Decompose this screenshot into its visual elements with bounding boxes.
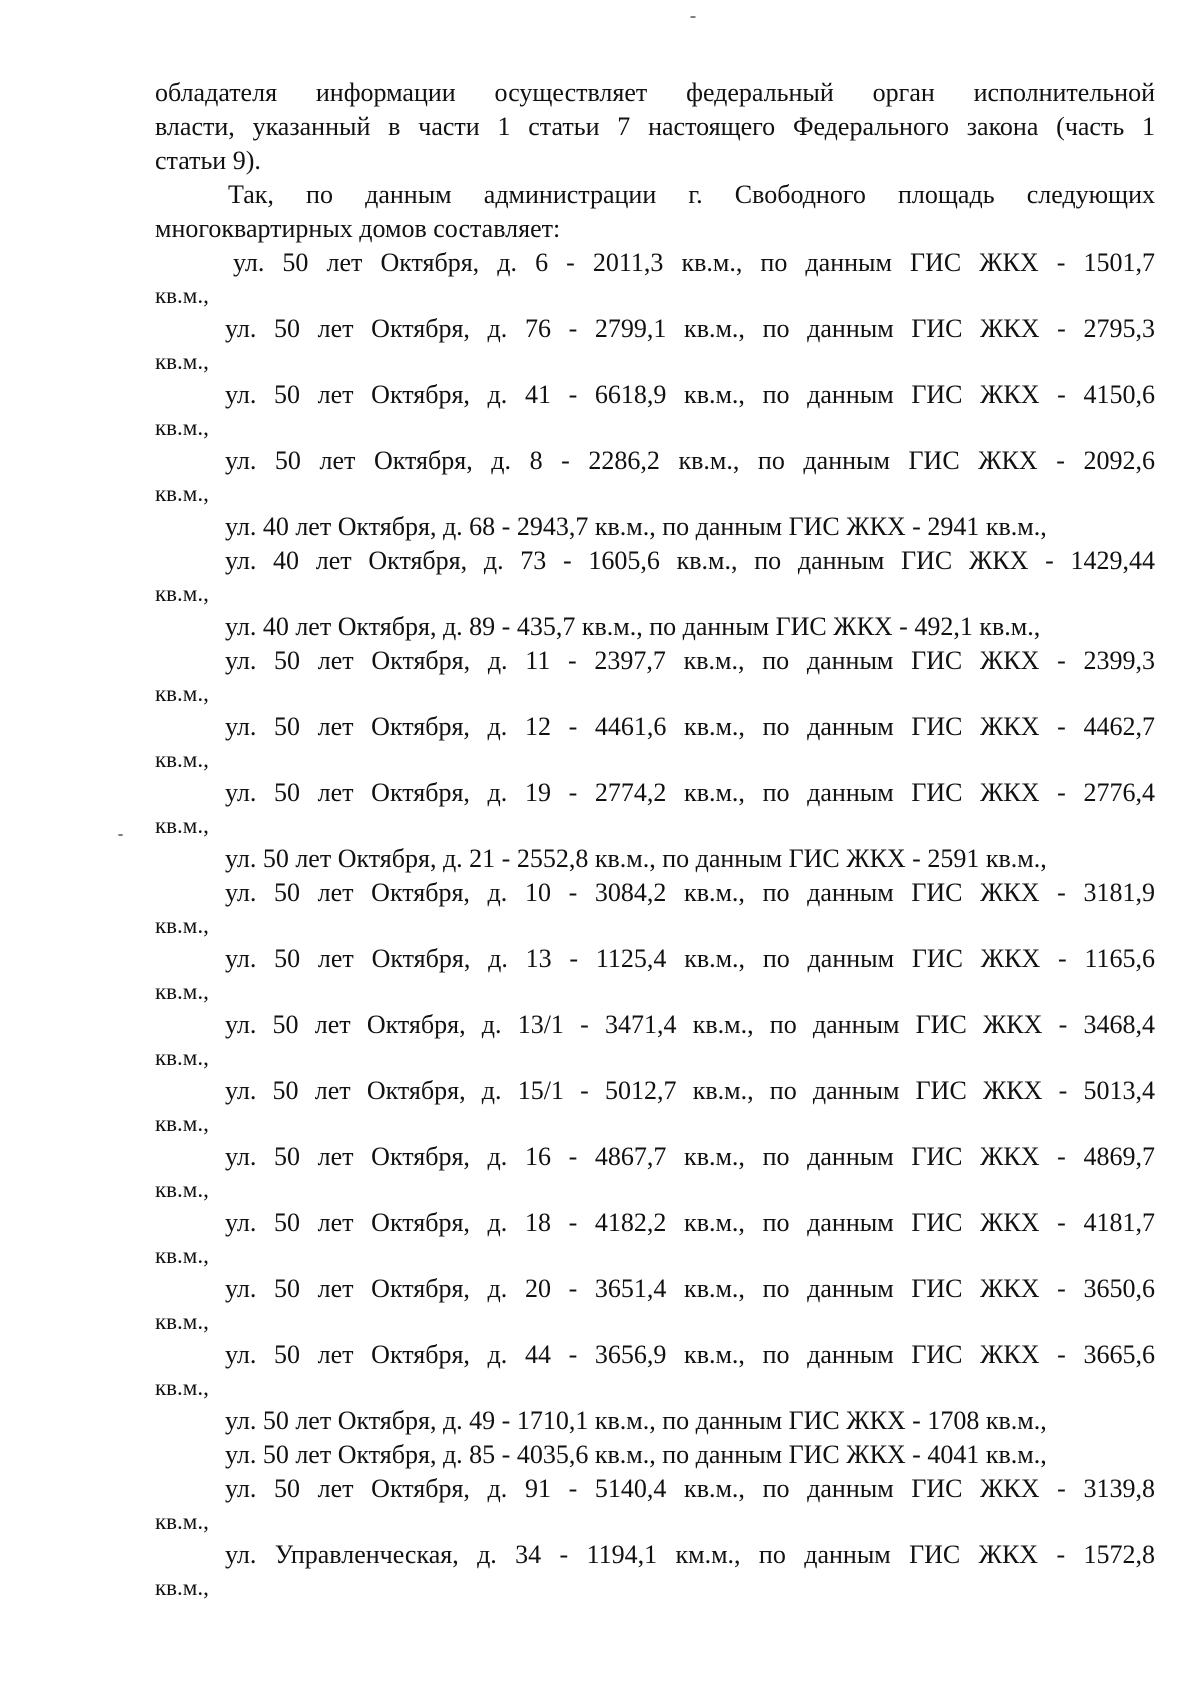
building-entry: [155, 1008, 1155, 1074]
intro-line: обладателя информации осуществляет федеральный орган исполнительной: [155, 78, 1155, 107]
building-entry-unit: кв.м.,: [155, 747, 209, 772]
building-entry-unit: кв.м.,: [155, 481, 209, 506]
building-entry-text: ул. 50 лет Октября, д. 13/1 - 3471,4 кв.м., по данным ГИС ЖКХ - 3468,4: [225, 1010, 1155, 1039]
building-entry: [155, 1472, 1155, 1538]
building-entry-text: ул. 40 лет Октября, д. 73 - 1605,6 кв.м., по данным ГИС ЖКХ - 1429,44: [225, 546, 1155, 575]
building-entry: [155, 1074, 1155, 1140]
scan-speck: [690, 16, 696, 18]
building-entry-text: ул. 50 лет Октября, д. 19 - 2774,2 кв.м., по данным ГИС ЖКХ - 2776,4: [225, 778, 1155, 807]
building-entry-unit: кв.м.,: [155, 1045, 209, 1070]
document-body: [155, 76, 1155, 1604]
building-entry: [155, 1438, 1155, 1472]
building-entry-text: ул. 50 лет Октября, д. 11 - 2397,7 кв.м., по данным ГИС ЖКХ - 2399,3: [225, 646, 1155, 675]
building-entry-text: ул. 40 лет Октября, д. 68 - 2943,7 кв.м., по данным ГИС ЖКХ - 2941 кв.м.,: [225, 512, 1047, 541]
building-entry: [155, 1338, 1155, 1404]
building-entry-text: ул. Управленческая, д. 34 - 1194,1 км.м., по данным ГИС ЖКХ - 1572,8: [225, 1540, 1155, 1569]
building-entry: [155, 644, 1155, 710]
building-entry-text: ул. 50 лет Октября, д. 49 - 1710,1 кв.м., по данным ГИС ЖКХ - 1708 кв.м.,: [225, 1406, 1047, 1435]
building-entry-unit: кв.м.,: [155, 1575, 209, 1600]
building-entry: [155, 842, 1155, 876]
building-entry: [155, 610, 1155, 644]
building-entry: [155, 876, 1155, 942]
building-entry: [155, 1272, 1155, 1338]
building-entry-unit: кв.м.,: [155, 415, 209, 440]
paragraph-line: Так, по данным администрации г. Свободного площадь следующих: [228, 180, 1155, 209]
building-entry-text: ул. 50 лет Октября, д. 13 - 1125,4 кв.м., по данным ГИС ЖКХ - 1165,6: [225, 944, 1155, 973]
building-entry-unit: кв.м.,: [155, 979, 209, 1004]
building-entry-unit: кв.м.,: [155, 1375, 209, 1400]
building-entry-unit: кв.м.,: [155, 1509, 209, 1534]
building-entry-text: ул. 50 лет Октября, д. 85 - 4035,6 кв.м., по данным ГИС ЖКХ - 4041 кв.м.,: [225, 1440, 1047, 1469]
building-entry-unit: кв.м.,: [155, 1243, 209, 1268]
building-entry-unit: кв.м.,: [155, 681, 209, 706]
building-entry-unit: кв.м.,: [155, 913, 209, 938]
intro-line: статьи 9).: [155, 146, 261, 175]
building-entry: [155, 312, 1155, 378]
building-entry-unit: кв.м.,: [155, 581, 209, 606]
building-entry-text: ул. 50 лет Октября, д. 16 - 4867,7 кв.м., по данным ГИС ЖКХ - 4869,7: [225, 1142, 1155, 1171]
building-entry: [155, 710, 1155, 776]
building-entry: [155, 1140, 1155, 1206]
building-entry-unit: кв.м.,: [155, 1309, 209, 1334]
building-entry-text: ул. 50 лет Октября, д. 41 - 6618,9 кв.м., по данным ГИС ЖКХ - 4150,6: [225, 380, 1155, 409]
building-entry: [155, 246, 1155, 312]
building-entry-unit: кв.м.,: [155, 1177, 209, 1202]
building-entry-text: ул. 50 лет Октября, д. 44 - 3656,9 кв.м., по данным ГИС ЖКХ - 3665,6: [225, 1340, 1155, 1369]
intro-line: власти, указанный в части 1 статьи 7 настоящего Федерального закона (часть 1: [155, 112, 1155, 141]
building-entry: [155, 1206, 1155, 1272]
building-entry: [155, 1404, 1155, 1438]
building-entry: [155, 444, 1155, 510]
building-entry-unit: кв.м.,: [155, 813, 209, 838]
paragraph-line: многоквартирных домов составляет:: [155, 214, 561, 243]
building-entry: [155, 776, 1155, 842]
scan-speck: [118, 834, 123, 836]
building-list: [155, 246, 1155, 1604]
building-entry-text: ул. 50 лет Октября, д. 12 - 4461,6 кв.м., по данным ГИС ЖКХ - 4462,7: [225, 712, 1155, 741]
building-entry-text: ул. 50 лет Октября, д. 21 - 2552,8 кв.м., по данным ГИС ЖКХ - 2591 кв.м.,: [225, 844, 1047, 873]
building-entry: [155, 510, 1155, 544]
building-entry-text: ул. 50 лет Октября, д. 15/1 - 5012,7 кв.м., по данным ГИС ЖКХ - 5013,4: [225, 1076, 1155, 1105]
building-entry-text: ул. 50 лет Октября, д. 18 - 4182,2 кв.м., по данным ГИС ЖКХ - 4181,7: [225, 1208, 1155, 1237]
building-entry-unit: кв.м.,: [155, 349, 209, 374]
building-entry: [155, 1538, 1155, 1604]
building-entry-unit: кв.м.,: [155, 1111, 209, 1136]
intro-paragraph: [155, 76, 1155, 178]
building-entry-text: ул. 50 лет Октября, д. 8 - 2286,2 кв.м., по данным ГИС ЖКХ - 2092,6: [225, 446, 1155, 475]
building-entry-text: ул. 50 лет Октября, д. 76 - 2799,1 кв.м., по данным ГИС ЖКХ - 2795,3: [225, 314, 1155, 343]
building-entry-text: ул. 50 лет Октября, д. 10 - 3084,2 кв.м., по данным ГИС ЖКХ - 3181,9: [225, 878, 1155, 907]
building-entry: [155, 544, 1155, 610]
building-entry-text: ул. 40 лет Октября, д. 89 - 435,7 кв.м., по данным ГИС ЖКХ - 492,1 кв.м.,: [225, 612, 1041, 641]
building-entry: [155, 942, 1155, 1008]
building-entry: [155, 378, 1155, 444]
building-entry-text: ул. 50 лет Октября, д. 20 - 3651,4 кв.м., по данным ГИС ЖКХ - 3650,6: [225, 1274, 1155, 1303]
building-entry-text: ул. 50 лет Октября, д. 91 - 5140,4 кв.м., по данным ГИС ЖКХ - 3139,8: [225, 1474, 1155, 1503]
building-entry-unit: кв.м.,: [155, 283, 209, 308]
area-paragraph: [155, 178, 1155, 246]
building-entry-text: ул. 50 лет Октября, д. 6 - 2011,3 кв.м., по данным ГИС ЖКХ - 1501,7: [233, 248, 1155, 277]
